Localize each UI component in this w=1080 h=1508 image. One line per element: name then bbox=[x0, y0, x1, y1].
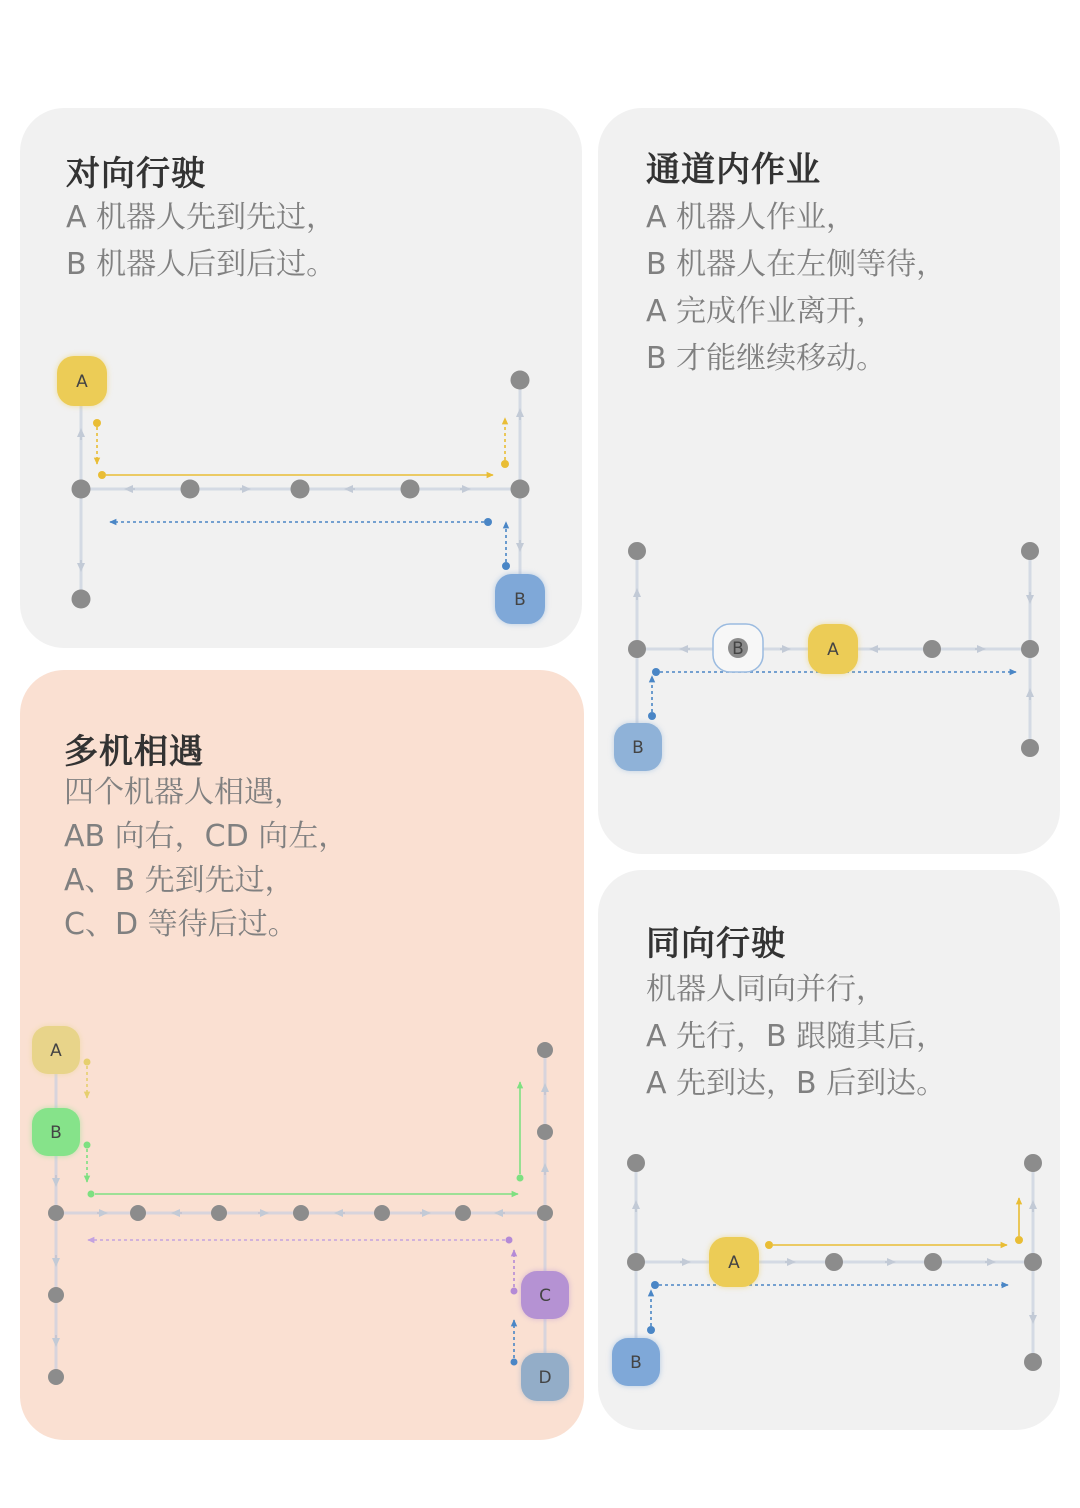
node bbox=[1021, 542, 1039, 560]
path-start-dot bbox=[88, 1191, 95, 1198]
desc-line: C、D 等待后过。 bbox=[64, 907, 298, 942]
desc-line: B 机器人在左侧等待， bbox=[646, 247, 947, 282]
card-title: 同向行驶 bbox=[646, 924, 786, 964]
robot-b-waiting bbox=[713, 624, 763, 672]
diagram-same-direction bbox=[612, 1154, 1042, 1386]
node bbox=[537, 1042, 553, 1058]
node bbox=[455, 1205, 471, 1221]
node bbox=[130, 1205, 146, 1221]
path-robot-a bbox=[84, 1059, 91, 1099]
desc-line: A 先到达，B 后到达。 bbox=[646, 1066, 947, 1101]
robot-a bbox=[32, 1026, 80, 1074]
path-start-dot bbox=[511, 1288, 518, 1295]
path-robot-c bbox=[88, 1237, 518, 1295]
robot-a bbox=[709, 1237, 759, 1287]
path-start-dot bbox=[84, 1059, 91, 1066]
path-robot-a bbox=[93, 418, 509, 479]
path-start-dot bbox=[506, 1237, 513, 1244]
path-robot-b bbox=[647, 1281, 1008, 1334]
node bbox=[924, 1253, 942, 1271]
robot-label: A bbox=[76, 372, 88, 392]
robot-b bbox=[612, 1338, 660, 1386]
node bbox=[293, 1205, 309, 1221]
path-start-dot bbox=[98, 471, 106, 479]
robot-label: B bbox=[514, 590, 526, 610]
node bbox=[627, 1253, 645, 1271]
path-start-dot bbox=[502, 562, 510, 570]
desc-line: AB 向右，CD 向左， bbox=[64, 819, 349, 854]
path-start-dot bbox=[93, 419, 101, 427]
desc-line: B 机器人后到后过。 bbox=[66, 247, 337, 282]
path-start-dot bbox=[1015, 1236, 1023, 1244]
node bbox=[1021, 640, 1039, 658]
path-robot-b bbox=[648, 668, 1016, 720]
node bbox=[291, 480, 310, 499]
robot-label: A bbox=[728, 1253, 740, 1273]
path-robot-d bbox=[511, 1320, 518, 1366]
path-start-dot bbox=[484, 518, 492, 526]
card-title: 多机相遇 bbox=[64, 732, 204, 772]
robot-label: B bbox=[630, 1353, 642, 1373]
node bbox=[374, 1205, 390, 1221]
node bbox=[181, 480, 200, 499]
node bbox=[1024, 1154, 1042, 1172]
path-start-dot bbox=[84, 1142, 91, 1149]
node bbox=[1021, 739, 1039, 757]
path-start-dot bbox=[651, 1281, 659, 1289]
desc-line: B 才能继续移动。 bbox=[646, 341, 887, 376]
path-start-dot bbox=[501, 460, 509, 468]
node bbox=[72, 480, 91, 499]
desc-line: A 机器人作业， bbox=[646, 200, 857, 235]
node bbox=[401, 480, 420, 499]
robot-label: A bbox=[827, 640, 839, 660]
node bbox=[1024, 1253, 1042, 1271]
path-start-dot bbox=[647, 1326, 655, 1334]
path-robot-a bbox=[765, 1198, 1023, 1249]
desc-line: A、B 先到先过， bbox=[64, 863, 295, 898]
robot-b bbox=[614, 723, 662, 771]
node bbox=[511, 371, 530, 390]
node bbox=[48, 1205, 64, 1221]
robot-label: B bbox=[732, 639, 744, 659]
robot-d bbox=[521, 1353, 569, 1401]
desc-line: A 机器人先到先过， bbox=[66, 200, 337, 235]
path-robot-b bbox=[84, 1082, 524, 1198]
node bbox=[48, 1287, 64, 1303]
node bbox=[628, 640, 646, 658]
node bbox=[825, 1253, 843, 1271]
desc-line: 机器人同向并行， bbox=[646, 972, 886, 1007]
node bbox=[511, 480, 530, 499]
card-title: 通道内作业 bbox=[646, 150, 821, 190]
node bbox=[211, 1205, 227, 1221]
node bbox=[537, 1205, 553, 1221]
robot-label: A bbox=[50, 1041, 62, 1061]
robot-label: D bbox=[538, 1368, 552, 1388]
robot-label: C bbox=[539, 1286, 551, 1306]
robot-a bbox=[57, 356, 107, 406]
diagram-opposite bbox=[57, 356, 545, 624]
node bbox=[72, 590, 91, 609]
node bbox=[628, 542, 646, 560]
diagram-multi bbox=[32, 1026, 569, 1401]
card-title: 对向行驶 bbox=[66, 154, 206, 194]
robot-label: B bbox=[632, 738, 644, 758]
desc-line: 四个机器人相遇， bbox=[64, 775, 304, 810]
node bbox=[537, 1124, 553, 1140]
node bbox=[923, 640, 941, 658]
robot-b bbox=[495, 574, 545, 624]
desc-line: A 先行，B 跟随其后， bbox=[646, 1019, 947, 1054]
path-start-dot bbox=[511, 1359, 518, 1366]
node bbox=[1024, 1353, 1042, 1371]
robot-label: B bbox=[50, 1123, 62, 1143]
node bbox=[627, 1154, 645, 1172]
desc-line: A 完成作业离开， bbox=[646, 294, 887, 329]
node bbox=[48, 1369, 64, 1385]
path-start-dot bbox=[652, 668, 660, 676]
robot-c bbox=[521, 1271, 569, 1319]
path-start-dot bbox=[648, 712, 656, 720]
diagram-channel bbox=[614, 542, 1039, 771]
robot-b bbox=[32, 1108, 80, 1156]
path-start-dot bbox=[517, 1175, 524, 1182]
robot-a bbox=[808, 624, 858, 674]
path-start-dot bbox=[765, 1241, 773, 1249]
path-robot-b bbox=[110, 518, 510, 570]
